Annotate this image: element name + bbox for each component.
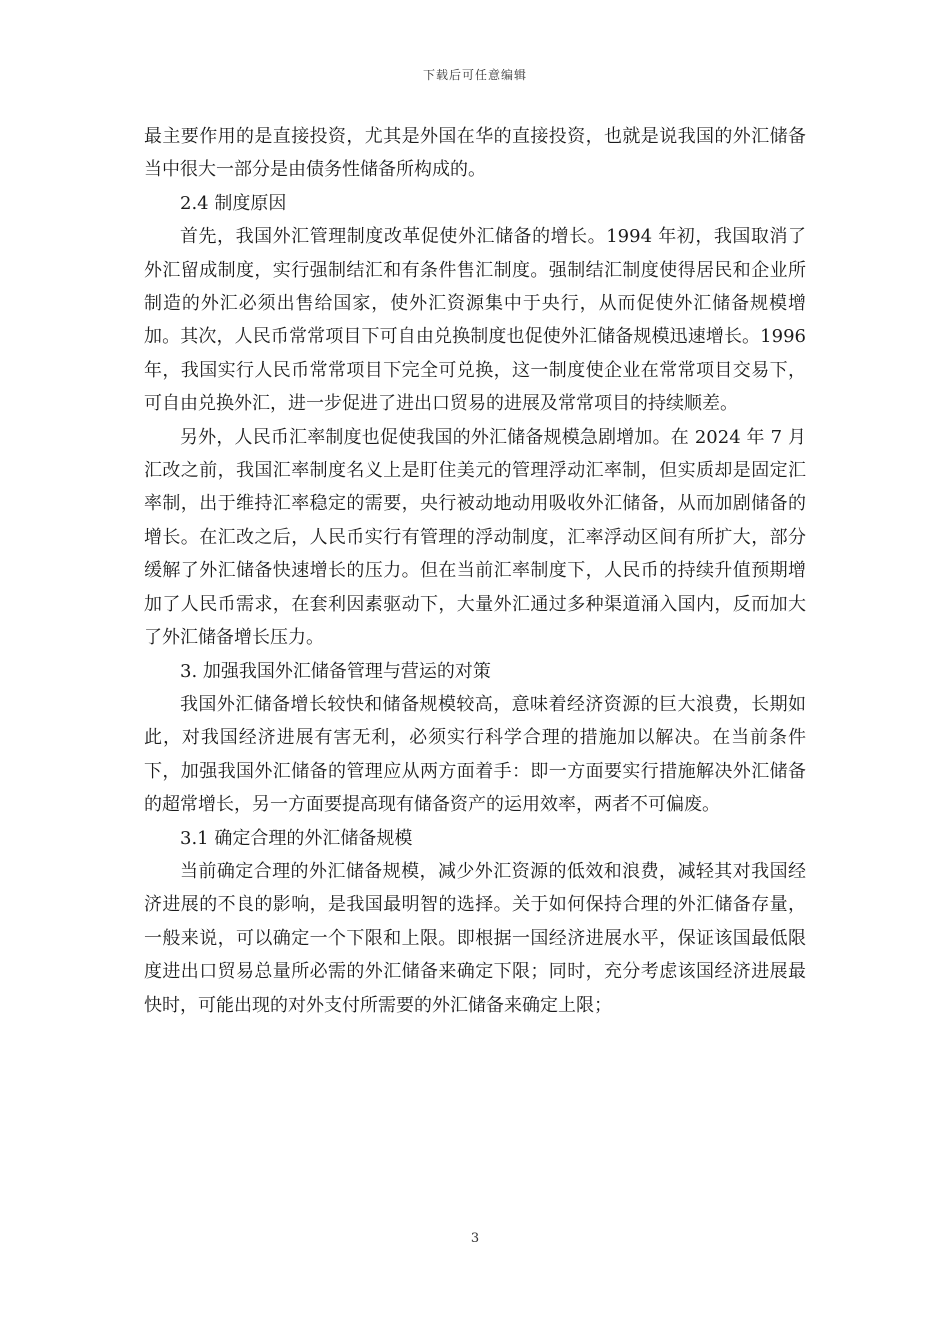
paragraph-reasonable-scale: 当前确定合理的外汇储备规模，减少外汇资源的低效和浪费，减轻其对我国经济进展的不良的影响，是我国最明智的选择。关于如何保持合理的外汇储备存量，一般来说，可以确定一个下限和上限。即根据一国经济进展水平，保证该国最低限度进出口贸易总量所必需的外汇储备来确定下限；同时，充分考虑该国经济进展最快时，可能出现的对外支付所需要的外汇储备来确定上限； — [144, 860, 806, 1016]
paragraph-continuation: 最主要作用的是直接投资，尤其是外国在华的直接投资，也就是说我国的外汇储备当中很大一部分是由债务性储备所构成的。 — [144, 126, 806, 181]
section-heading-3-1: 3.1 确定合理的外汇储备规模 — [180, 827, 413, 849]
paragraph-countermeasures: 我国外汇储备增长较快和储备规模较高，意味着经济资源的巨大浪费，长期如此，对我国经济进展有害无利，必须实行科学合理的措施加以解决。在当前条件下，加强我国外汇储备的管理应从两方面着手：即一方面要实行措施解决外汇储备的超常增长，另一方面要提高现有储备资产的运用效率，两者不可偏废。 — [144, 693, 806, 816]
paragraph-forex-system-reform: 首先，我国外汇管理制度改革促使外汇储备的增长。1994 年初，我国取消了外汇留成制度，实行强制结汇和有条件售汇制度。强制结汇制度使得居民和企业所制造的外汇必须出售给国家，使外汇资源集中于央行，从而促使外汇储备规模增加。其次，人民币常常项目下可自由兑换制度也促使外汇储备规模迅速增长。1996 年，我国实行人民币常常项目下完全可兑换，这一制度使企业在常常项目交易下，可自由兑换外汇，进一步促进了进出口贸易的进展及常常项目的持续顺差。 — [144, 226, 806, 415]
document-body — [144, 120, 806, 1022]
page-header: 下载后可任意编辑 — [422, 68, 527, 82]
page-number: 3 — [470, 1231, 480, 1246]
section-heading-3: 3. 加强我国外汇储备管理与营运的对策 — [180, 660, 491, 682]
paragraph-exchange-rate-system: 另外，人民币汇率制度也促使我国的外汇储备规模急剧增加。在 2024 年 7 月汇改之前，我国汇率制度名义上是盯住美元的管理浮动汇率制，但实质却是固定汇率制，出于维持汇率稳定的需要，央行被动地动用吸收外汇储备，从而加剧储备的增长。在汇改之后，人民币实行有管理的浮动制度，汇率浮动区间有所扩大，部分缓解了外汇储备快速增长的压力。但在当前汇率制度下，人民币的持续升值预期增加了人民币需求，在套利因素驱动下，大量外汇通过多种渠道涌入国内，反而加大了外汇储备增长压力。 — [144, 426, 806, 649]
section-heading-2-4: 2.4 制度原因 — [180, 192, 287, 214]
